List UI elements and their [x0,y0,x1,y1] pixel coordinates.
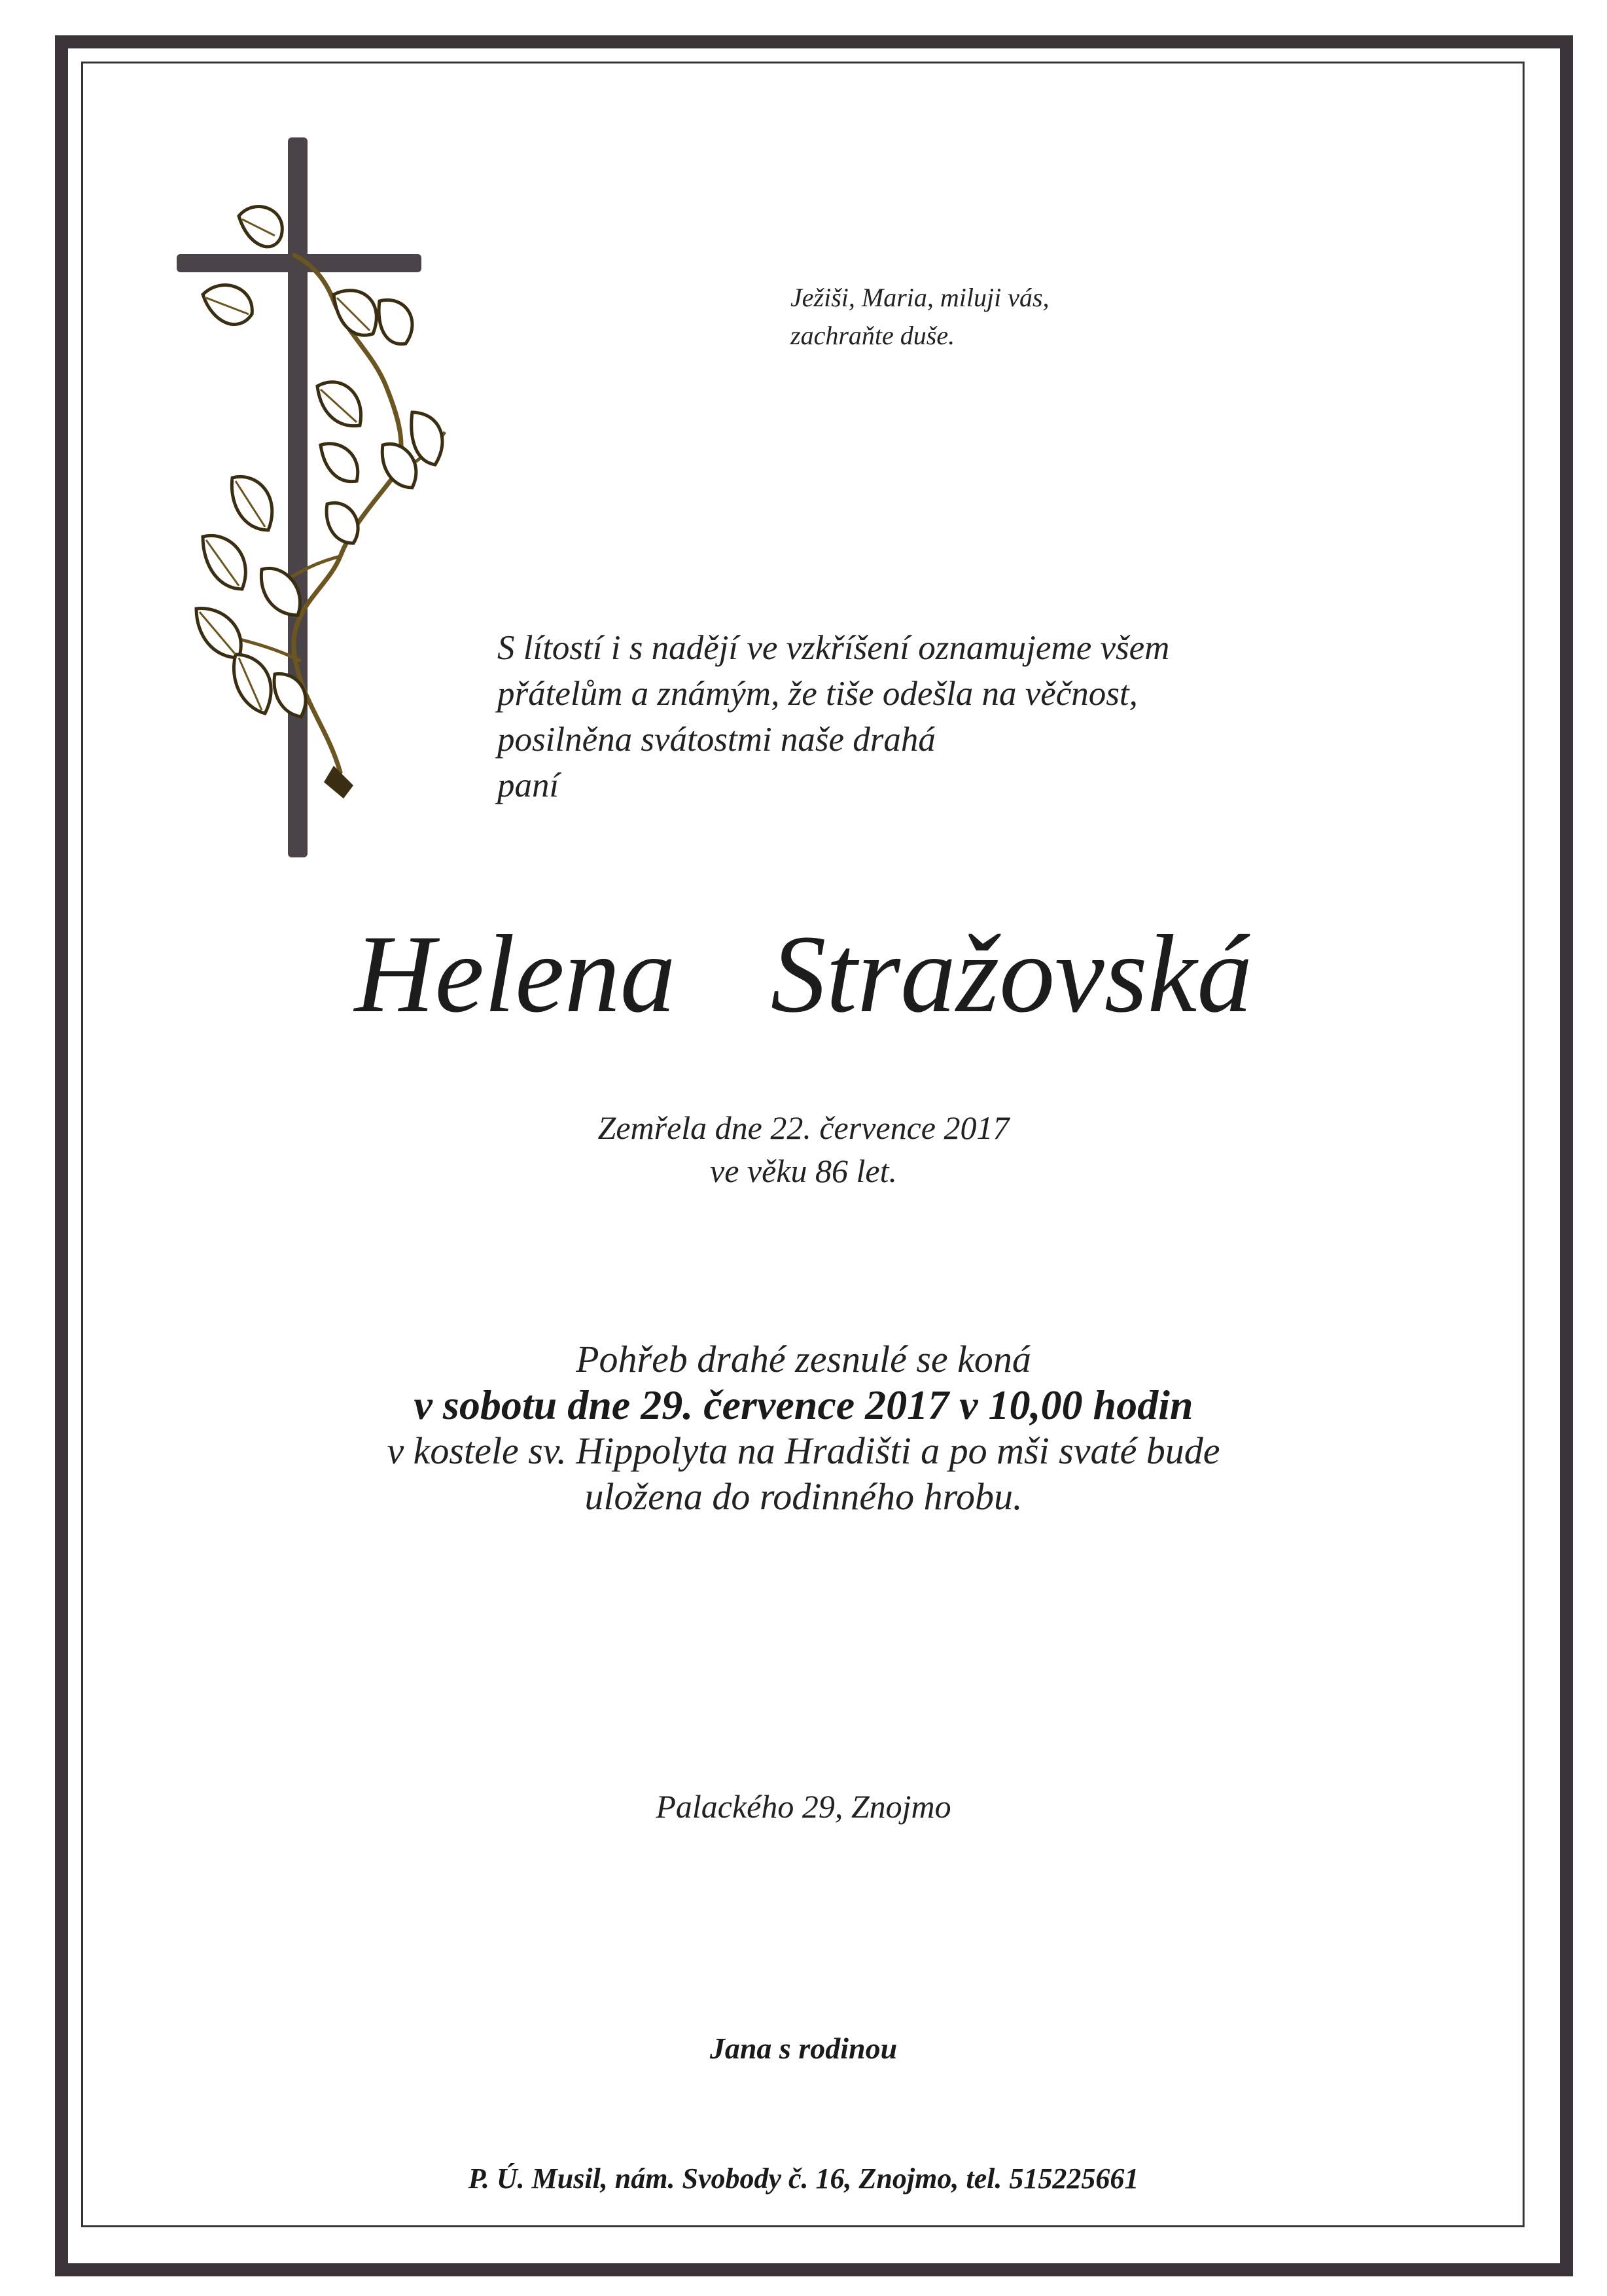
vine-leaf [327,503,358,543]
vine-stem-end [324,766,353,798]
announcement-line: paní [497,766,559,804]
vine-leaf [334,291,376,335]
prayer-text [790,279,1050,355]
death-info [0,1106,1607,1193]
announcement-line: S lítostí i s nadějí ve vzkříšení oznamujeme všem [497,629,1170,667]
funeral-info [0,1336,1607,1520]
deceased-name: Helena Stražovská [354,912,1253,1035]
vine-leaf [379,300,412,344]
vine-leaf [321,444,358,482]
family-address: Palackého 29, Znojmo [656,1788,951,1825]
funeral-place: v kostele sv. Hippolyta na Hradišti a po mši svaté bude [387,1429,1220,1472]
vine-leaf [412,412,442,465]
funeral-home-footer: P. Ú. Musil, nám. Svobody č. 16, Znojmo, tel. 515225661 [468,2162,1139,2195]
vine-leaf [203,285,252,325]
funeral-datetime: v sobotu dne 29. července 2017 v 10,00 hodin [414,1382,1193,1428]
funeral-intro: Pohřeb drahé zesnulé se koná [576,1338,1031,1380]
death-date: Zemřela dne 22. července 2017 [597,1109,1010,1146]
death-age: ve věku 86 let. [710,1153,897,1189]
cross-with-vine-icon [177,137,465,864]
announcement-line: přátelům a známým, že tiše odešla na věčnost, [497,675,1138,713]
announcement-line: posilněna svátostmi naše drahá [497,721,936,759]
prayer-line: zachraňte duše. [790,321,955,350]
prayer-line: Ježiši, Maria, miluji vás, [790,283,1050,312]
vine-leaf [234,655,271,713]
vine-leaf [239,207,282,247]
funeral-burial: uložena do rodinného hrobu. [584,1475,1023,1518]
announcement-text [497,625,1169,808]
signed-by: Jana s rodinou [709,2032,898,2065]
cross-vertical-beam [288,137,308,857]
